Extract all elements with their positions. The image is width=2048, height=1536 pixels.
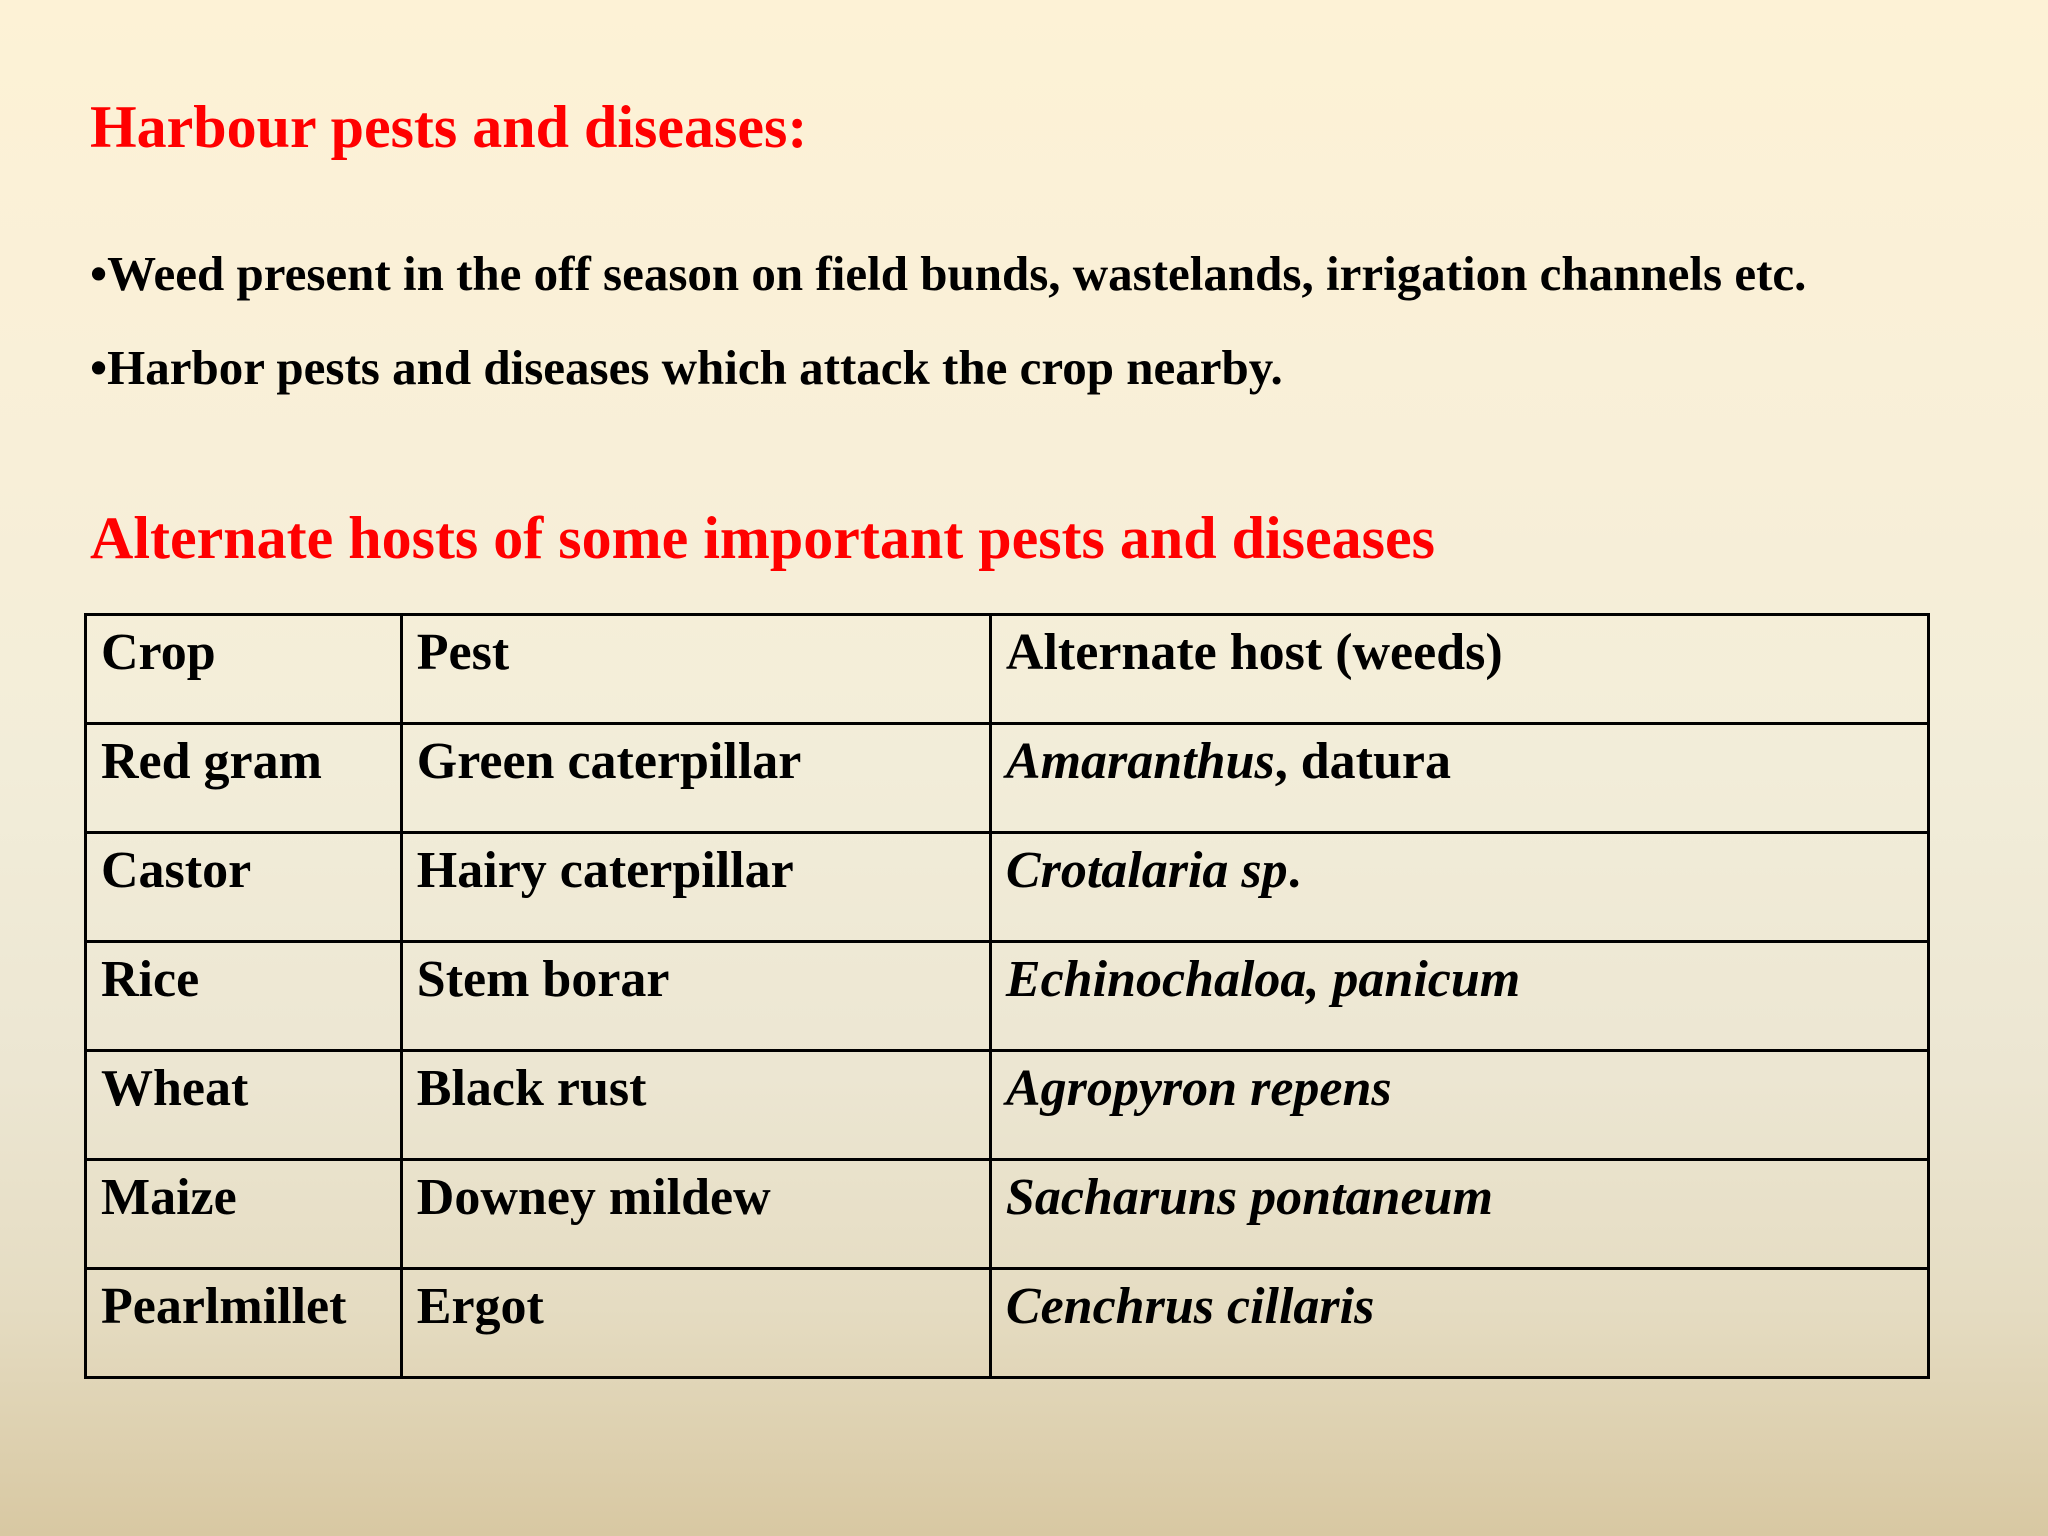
cell-host [990, 1160, 1928, 1269]
slide-title: Harbour pests and diseases: [90, 94, 808, 160]
host-italic: Crotalaria sp [1005, 842, 1288, 899]
header-crop: Crop [86, 615, 402, 724]
host-italic: Echinochaloa, panicum [1005, 951, 1521, 1008]
cell-crop: Rice [86, 942, 402, 1051]
host-italic: Sacharuns pontaneum [1005, 1169, 1493, 1226]
section-heading: Alternate hosts of some important pests and diseases [90, 505, 1435, 571]
cell-crop: Red gram [86, 724, 402, 833]
table-row [86, 1269, 1929, 1378]
alternate-hosts-table [84, 613, 1930, 1379]
bullet-item: •Harbor pests and diseases which attack the crop nearby. [90, 340, 1283, 395]
cell-crop: Maize [86, 1160, 402, 1269]
table-row [86, 1160, 1929, 1269]
header-alternate-host: Alternate host (weeds) [990, 615, 1928, 724]
table-header-row [86, 615, 1929, 724]
cell-pest: Black rust [401, 1051, 990, 1160]
cell-crop: Castor [86, 833, 402, 942]
table-row [86, 942, 1929, 1051]
bullet-list [90, 240, 1958, 402]
cell-crop: Pearlmillet [86, 1269, 402, 1378]
cell-crop: Wheat [86, 1051, 402, 1160]
header-pest: Pest [401, 615, 990, 724]
cell-pest: Ergot [401, 1269, 990, 1378]
cell-pest: Downey mildew [401, 1160, 990, 1269]
cell-pest: Stem borar [401, 942, 990, 1051]
host-italic: Amaranthus [1005, 733, 1275, 790]
host-plain: . [1287, 842, 1301, 899]
host-italic: Cenchrus cillaris [1005, 1278, 1375, 1335]
cell-pest: Green caterpillar [401, 724, 990, 833]
bullet-item: •Weed present in the off season on field bunds, wastelands, irrigation channels etc. [90, 246, 1807, 301]
cell-host [990, 1269, 1928, 1378]
host-italic: Agropyron repens [1005, 1060, 1392, 1117]
cell-host [990, 1051, 1928, 1160]
cell-pest: Hairy caterpillar [401, 833, 990, 942]
table-row [86, 1051, 1929, 1160]
cell-host [990, 833, 1928, 942]
table-row [86, 724, 1929, 833]
cell-host [990, 942, 1928, 1051]
table-row [86, 833, 1929, 942]
host-plain: , datura [1274, 733, 1451, 790]
cell-host [990, 724, 1928, 833]
